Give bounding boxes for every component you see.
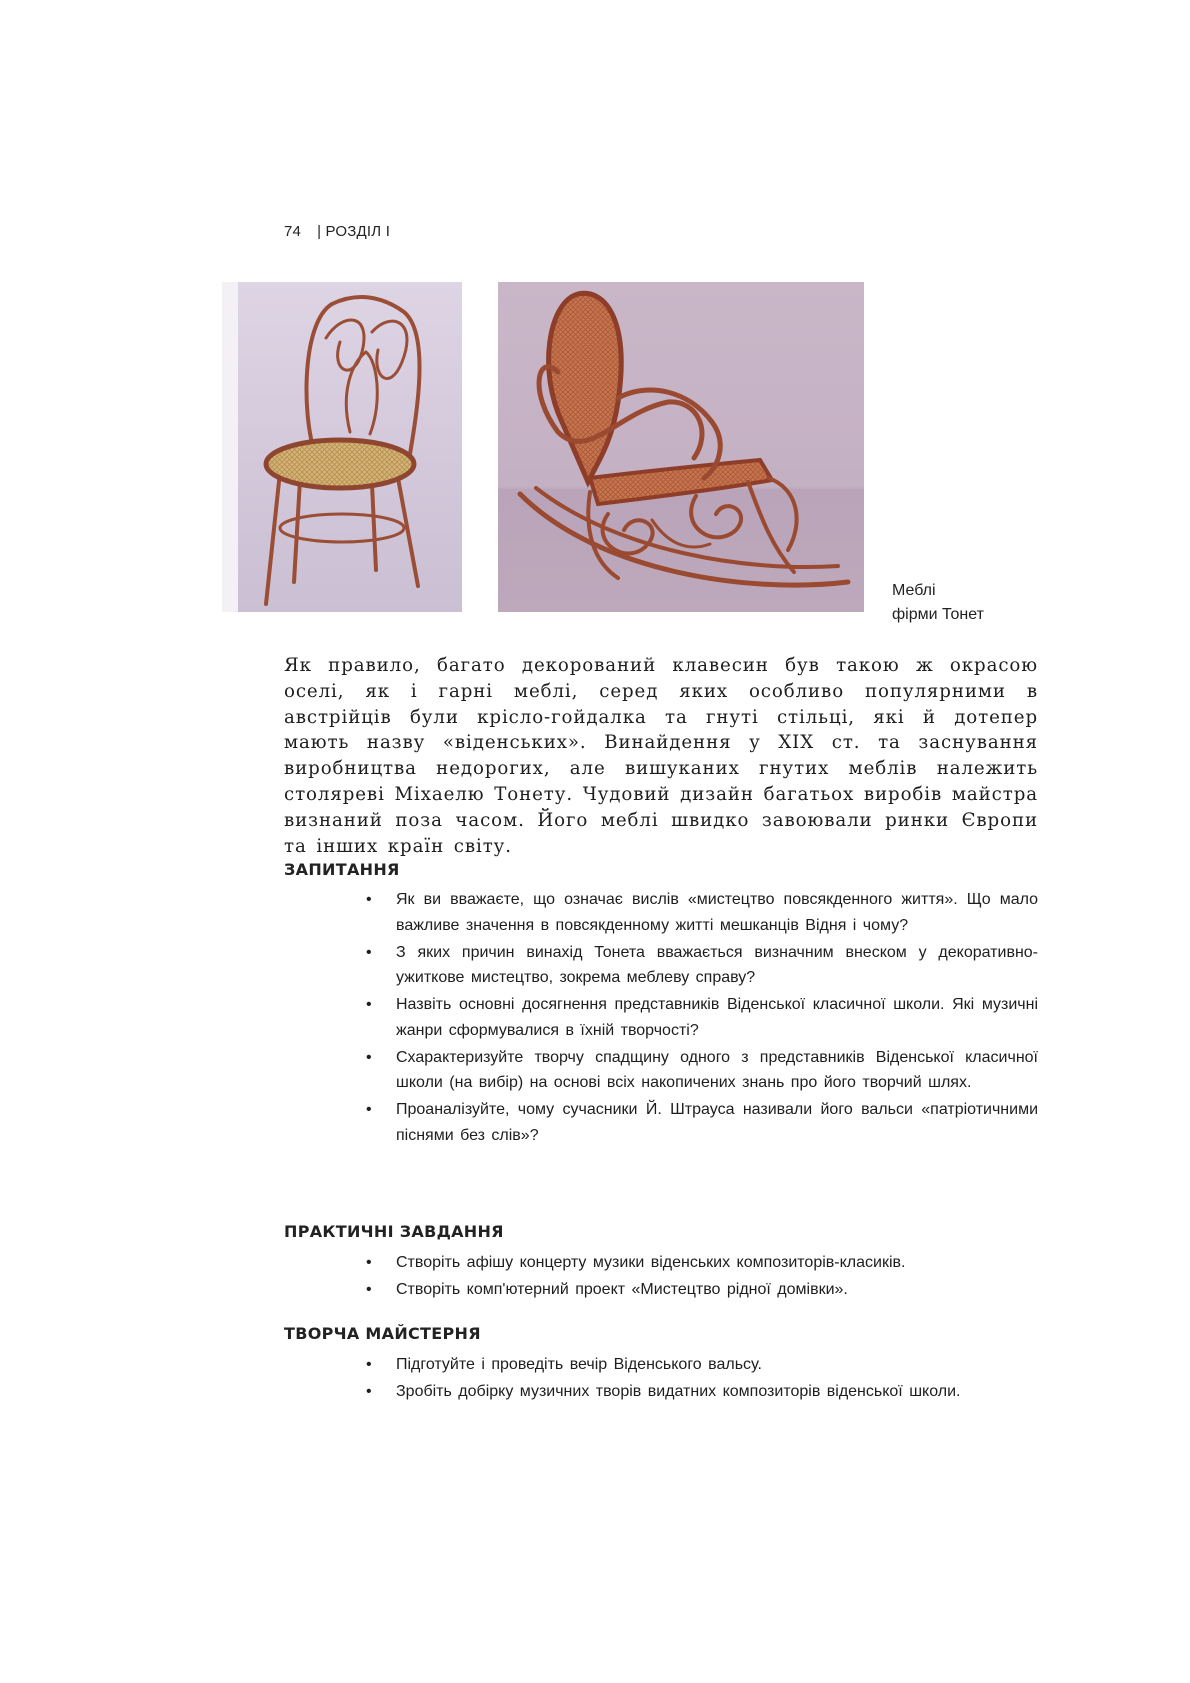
- list-item-text: Створіть комп'ютерний проект «Мистецтво рідної домівки».: [396, 1280, 848, 1298]
- questions-list: [362, 887, 1038, 1150]
- bullet: •: [366, 943, 372, 961]
- chair-illustration: [222, 282, 462, 612]
- list-item-text: З яких причин винахід Тонета вважається визначним внеском у декоративно-ужиткове мистецтво, зокрема меблеву справу?: [396, 943, 1038, 987]
- list-item-text: Як ви вважаєте, що означає вислів «мистецтво повсякденного життя». Що мало важливе значення в повсякденному житті мешканців Відня і чому?: [396, 891, 1038, 934]
- creative-workshop-heading: ТВОРЧА МАЙСТЕРНЯ: [284, 1324, 481, 1343]
- bullet: •: [366, 891, 372, 908]
- list-item: [362, 1277, 1038, 1303]
- list-item-text: Проаналізуйте, чому сучасники Й. Штрауса називали його вальси «патріотичними піснями без слів»?: [396, 1101, 1038, 1144]
- main-paragraph: Як правило, багато декорований клавесин був такою ж окрасою оселі, як і гарні меблі, серед яких особливо популярними в австрійців були крісло-гойдалка та гнуті стільці, які й дотепер мають назву «віденських». Винайдення у XIX ст. та заснування виробництва недорогих, але вишуканих гнутих меблів належить столяреві Міхаелю Тонету. Чудовий дизайн багатьох виробів майстра визнаний поза часом. Його меблі швидко завоювали ринки Європи та інших країн світу.: [284, 655, 1038, 857]
- bullet: •: [366, 1356, 372, 1373]
- list-item: [362, 1379, 1038, 1405]
- bullet: •: [366, 1101, 372, 1119]
- bullet: •: [366, 1048, 372, 1066]
- bullet: •: [366, 1382, 372, 1400]
- list-item: [362, 992, 1038, 1043]
- list-item: [362, 1045, 1038, 1096]
- page-number: 74: [284, 223, 302, 240]
- list-item: [362, 1097, 1038, 1148]
- bullet: •: [366, 1280, 372, 1298]
- list-item-text: Підготуйте і проведіть вечір Віденського вальсу.: [396, 1356, 762, 1373]
- practical-tasks-heading: ПРАКТИЧНІ ЗАВДАННЯ: [284, 1222, 504, 1241]
- photo-caption: [892, 579, 984, 627]
- list-item-text: Назвіть основні досягнення представників Віденської класичної школи. Які музичні жанри сформувалися в їхній творчості?: [396, 996, 1038, 1039]
- creative-workshop-list: [362, 1352, 1038, 1406]
- caption-line-1: Меблі: [892, 582, 936, 599]
- questions-heading: ЗАПИТАННЯ: [284, 860, 400, 879]
- list-item-text: Зробіть добірку музичних творів видатних композиторів віденської школи.: [396, 1382, 961, 1400]
- list-item: [362, 1352, 1038, 1378]
- rocking-chair-illustration: [498, 282, 864, 612]
- section-label: | РОЗДІЛ І: [317, 223, 391, 240]
- thonet-chair-photo: [222, 282, 462, 612]
- list-item: [362, 887, 1038, 938]
- list-item: [362, 940, 1038, 991]
- page-header: [284, 223, 390, 240]
- bullet: •: [366, 996, 372, 1014]
- bullet: •: [366, 1254, 372, 1271]
- caption-line-2: фірми Тонет: [892, 606, 984, 623]
- thonet-rocking-chair-photo: [498, 282, 864, 612]
- list-item: [362, 1250, 1038, 1276]
- list-item-text: Схарактеризуйте творчу спадщину одного з представників Віденської класичної школи (на вибір) на основі всіх накопичених знань про його творчий шлях.: [396, 1048, 1038, 1092]
- list-item-text: Створіть афішу концерту музики віденських композиторів-класиків.: [396, 1254, 906, 1271]
- practical-tasks-list: [362, 1250, 1038, 1304]
